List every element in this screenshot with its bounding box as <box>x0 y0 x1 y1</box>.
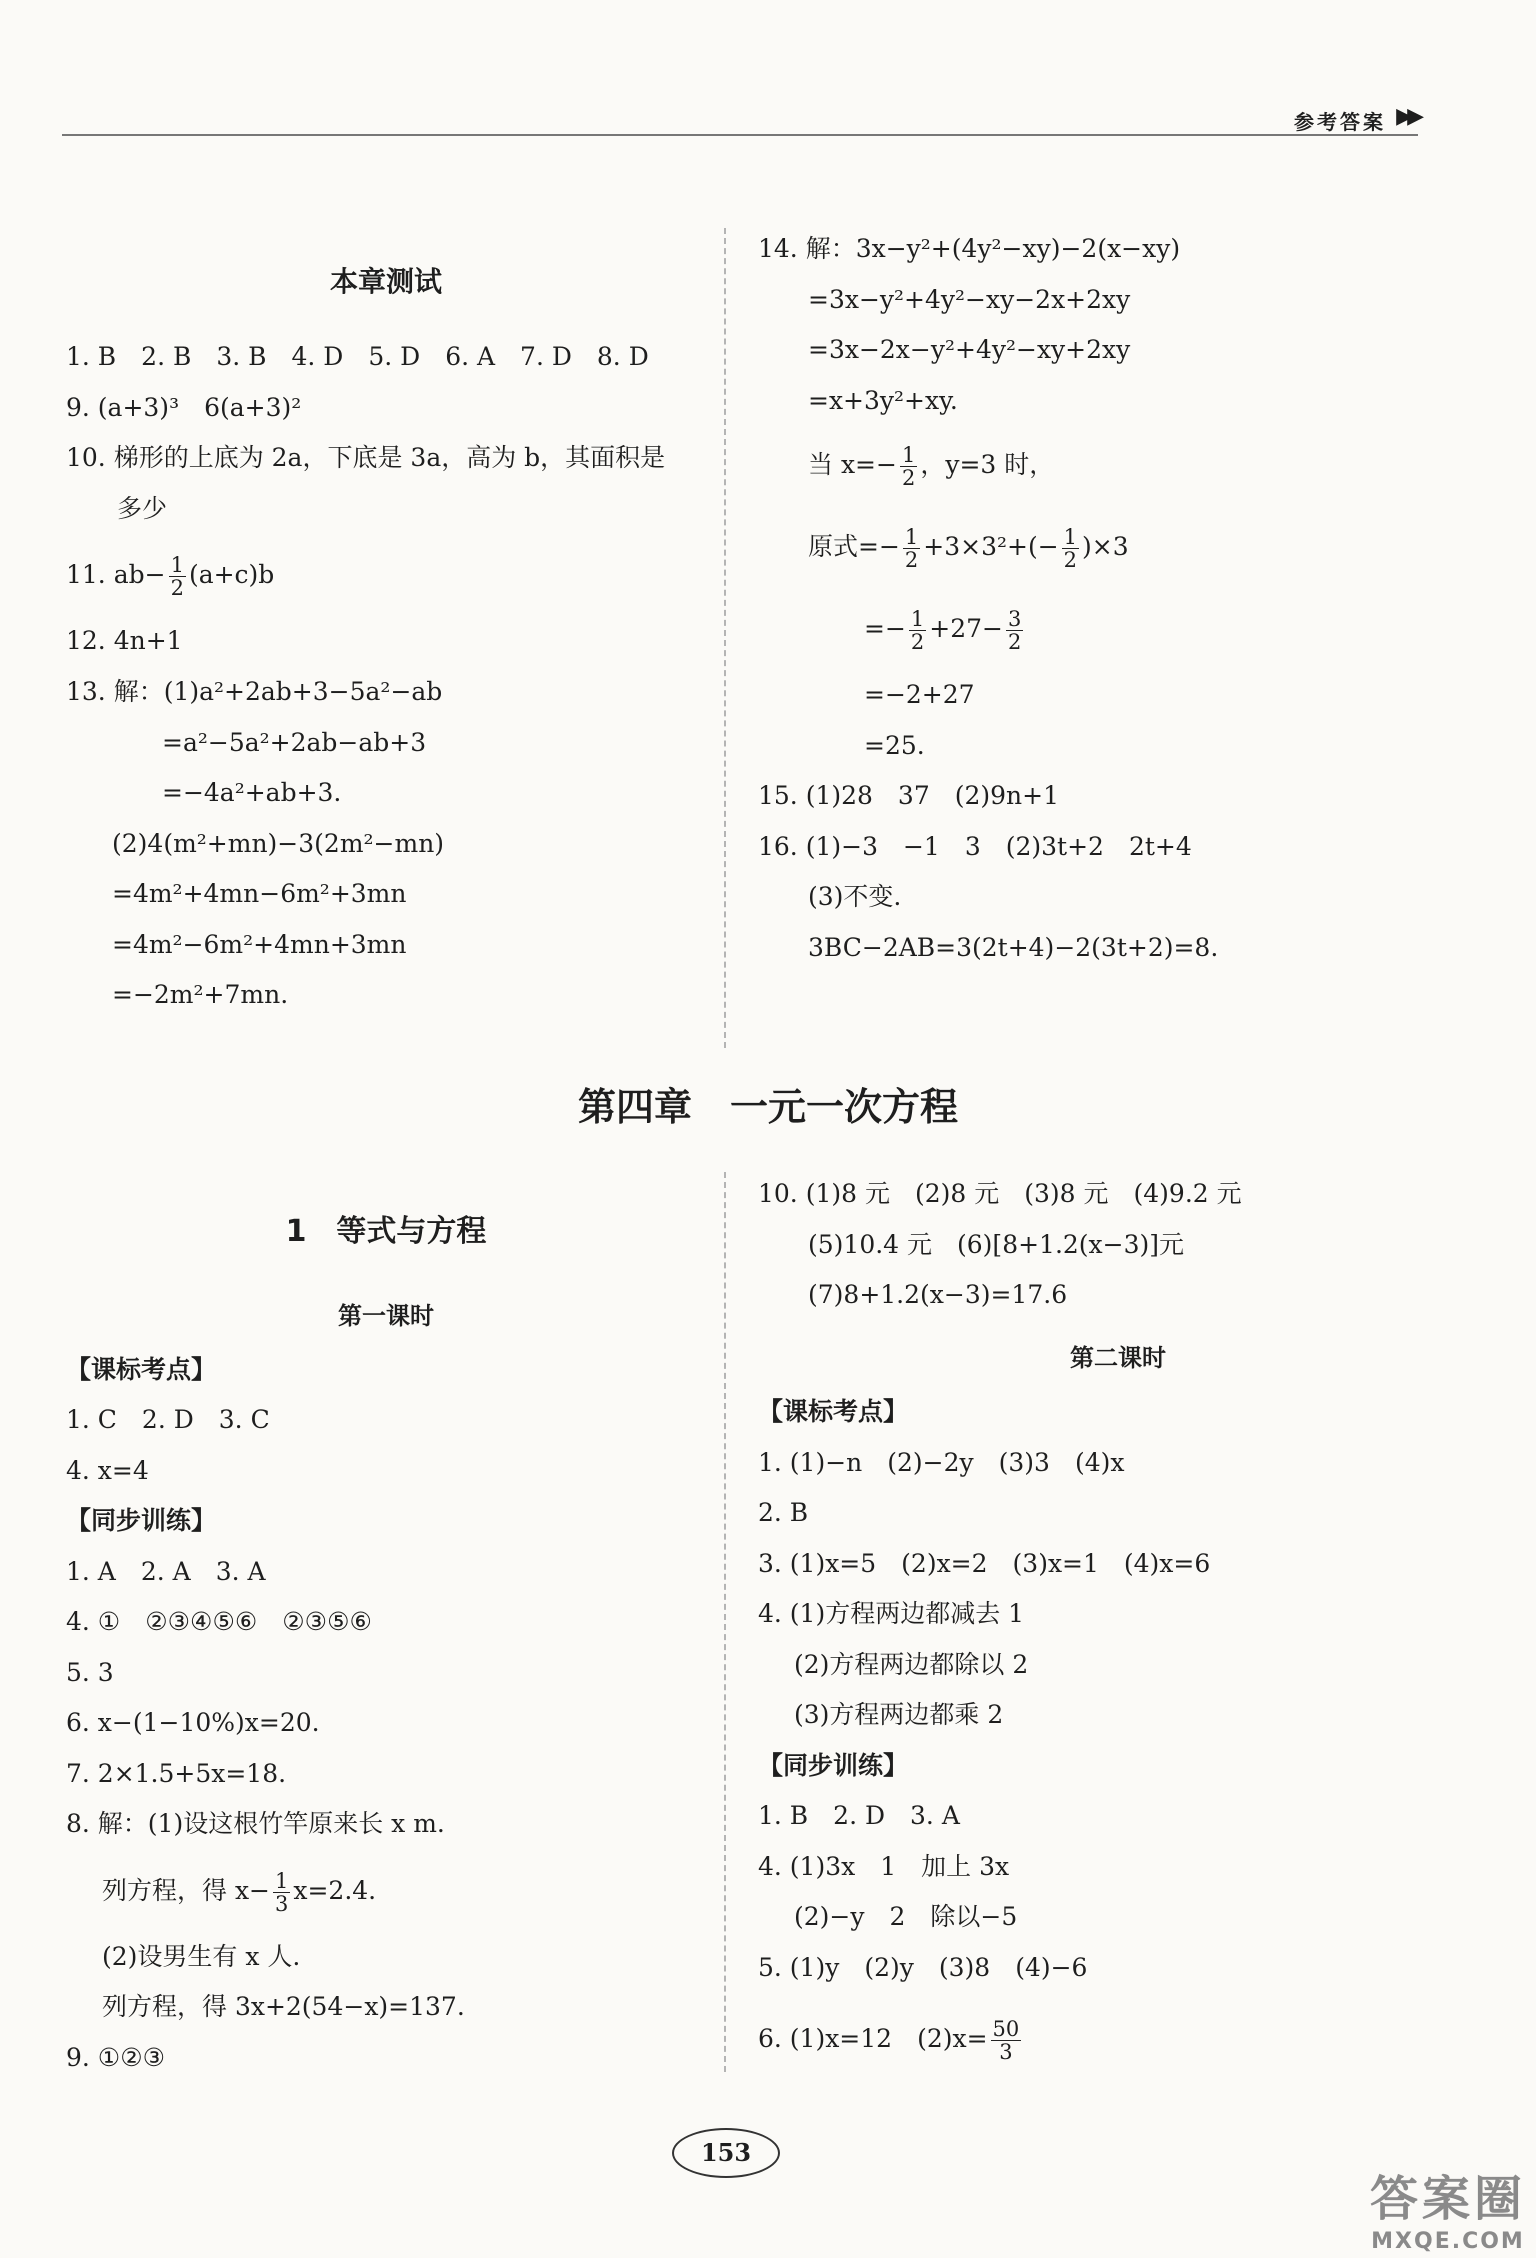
expr-text: =− <box>864 614 906 643</box>
numerator: 3 <box>1008 606 1022 631</box>
expr-text: ，y=3 时， <box>920 450 1055 479</box>
answer-line: 6. x−(1−10%)x=20. <box>66 1708 320 1737</box>
section-title: 1 等式与方程 <box>285 1214 487 1249</box>
header-arrows-icon: ▶▶ <box>1396 104 1418 129</box>
expr-text: +27− <box>929 614 1003 643</box>
answer-line-6 <box>758 2004 1024 2074</box>
answer-line: 1. A 2. A 3. A <box>66 1557 266 1586</box>
answer-line: 1. B 2. D 3. A <box>758 1801 960 1830</box>
answer-line: 1. B 2. B 3. B 4. D 5. D 6. A 7. D 8. D <box>66 342 649 371</box>
numerator: 1 <box>1063 524 1078 549</box>
bottom-right-column <box>758 0 1478 2100</box>
denominator: 3 <box>275 1892 289 1916</box>
denominator: 2 <box>1008 630 1022 654</box>
answer-line: 8. 解：(1)设这根竹竿原来长 x m. <box>66 1809 445 1838</box>
numerator: 1 <box>275 1868 289 1893</box>
column-divider-top <box>724 228 726 1048</box>
subheading: 【课标考点】 <box>66 1355 217 1384</box>
lesson-title: 第一课时 <box>338 1302 434 1330</box>
answer-line: 4. x=4 <box>66 1456 149 1485</box>
answer-line: =−4a²+ab+3. <box>162 778 342 807</box>
answer-line: =3x−y²+4y²−xy−2x+2xy <box>808 285 1131 314</box>
expr-text: (a+c)b <box>188 560 275 589</box>
answer-line: =3x−2x−y²+4y²−xy+2xy <box>808 335 1131 364</box>
answer-line-8-1 <box>102 1856 376 1926</box>
fraction <box>273 1870 290 1915</box>
answer-line: 1. (1)−n (2)−2y (3)3 (4)x <box>758 1448 1125 1477</box>
answer-line: 4. (1)方程两边都减去 1 <box>758 1599 1025 1628</box>
answer-line: 14. 解：3x−y²+(4y²−xy)−2(x−xy) <box>758 234 1181 263</box>
answer-line: (3)方程两边都乘 2 <box>794 1700 1004 1729</box>
expr-text: 11. ab− <box>66 560 166 589</box>
chapter-title: 第四章 一元一次方程 <box>577 1084 958 1129</box>
expr-text: )×3 <box>1082 532 1129 561</box>
answer-line: (7)8+1.2(x−3)=17.6 <box>808 1280 1068 1309</box>
header-label: 参考答案 <box>1294 110 1386 134</box>
subheading: 【课标考点】 <box>758 1397 909 1426</box>
answer-line: 15. (1)28 37 (2)9n+1 <box>758 781 1060 810</box>
denominator: 3 <box>991 2040 1022 2063</box>
denominator: 2 <box>904 548 919 572</box>
answer-line: (2)4(m²+mn)−3(2m²−mn) <box>112 829 445 858</box>
column-divider-bottom <box>724 1172 726 2072</box>
answer-line: 5. (1)y (2)y (3)8 (4)−6 <box>758 1953 1088 1982</box>
expr-text: 当 x=− <box>808 450 897 479</box>
answer-line: 3BC−2AB=3(2t+4)−2(3t+2)=8. <box>808 933 1219 962</box>
answer-line: 9. (a+3)³ 6(a+3)² <box>66 393 302 422</box>
answer-line: (2)方程两边都除以 2 <box>794 1650 1029 1679</box>
answer-line: 3. (1)x=5 (2)x=2 (3)x=1 (4)x=6 <box>758 1549 1211 1578</box>
expr-text: 原式=− <box>808 532 900 561</box>
watermark-logo <box>1370 2160 1526 2254</box>
watermark-text: 答案圈 <box>1369 2171 1526 2227</box>
answer-line: =a²−5a²+2ab−ab+3 <box>162 728 427 757</box>
answer-line: (2)−y 2 除以−5 <box>794 1902 1018 1931</box>
answer-line: 9. ①②③ <box>66 2043 166 2072</box>
answer-line: =x+3y²+xy. <box>808 386 958 415</box>
answer-line: (2)设男生有 x 人. <box>102 1942 301 1971</box>
denominator: 2 <box>910 630 925 654</box>
expr-text: 6. (1)x=12 (2)x= <box>758 2024 988 2053</box>
numerator: 1 <box>170 552 184 577</box>
subheading: 【同步训练】 <box>66 1506 217 1535</box>
answer-line: 12. 4n+1 <box>66 626 183 655</box>
numerator: 50 <box>992 2016 1020 2041</box>
lesson-title: 第二课时 <box>1070 1344 1166 1372</box>
answer-line: =−2+27 <box>864 680 975 709</box>
denominator: 2 <box>170 576 184 600</box>
expr-text: 列方程，得 x− <box>102 1876 270 1905</box>
answer-line: (3)不变. <box>808 882 902 911</box>
answer-line: (5)10.4 元 (6)[8+1.2(x−3)]元 <box>808 1230 1185 1259</box>
answer-line: 2. B <box>758 1498 809 1527</box>
answer-line: =4m²−6m²+4mn+3mn <box>112 930 407 959</box>
answer-line: =−2m²+7mn. <box>112 980 289 1009</box>
section-title-chapter-test: 本章测试 <box>329 265 442 298</box>
bottom-left-column <box>66 0 706 2100</box>
answer-line: 多少 <box>117 494 168 523</box>
answer-line: 列方程，得 3x+2(54−x)=137. <box>102 1992 465 2021</box>
denominator: 2 <box>901 466 916 490</box>
expr-text: +3×3²+(− <box>923 532 1059 561</box>
page-number: 153 <box>672 2128 780 2178</box>
answer-line: 7. 2×1.5+5x=18. <box>66 1759 287 1788</box>
answer-line: =25. <box>864 731 925 760</box>
answer-line: 4. (1)3x 1 加上 3x <box>758 1852 1010 1881</box>
answer-line: 5. 3 <box>66 1658 114 1687</box>
numerator: 1 <box>904 524 919 549</box>
answer-line: 1. C 2. D 3. C <box>66 1405 270 1434</box>
denominator: 2 <box>1063 548 1078 572</box>
numerator: 1 <box>901 442 916 467</box>
fraction <box>991 2018 1022 2063</box>
expr-text: x=2.4. <box>293 1876 377 1905</box>
answer-line: =4m²+4mn−6m²+3mn <box>112 879 407 908</box>
answer-line: 10. (1)8 元 (2)8 元 (3)8 元 (4)9.2 元 <box>758 1179 1242 1208</box>
answer-line: 16. (1)−3 −1 3 (2)3t+2 2t+4 <box>758 832 1192 861</box>
subheading: 【同步训练】 <box>758 1751 909 1780</box>
answer-line: 13. 解：(1)a²+2ab+3−5a²−ab <box>66 677 443 706</box>
answer-line: 10. 梯形的上底为 2a，下底是 3a，高为 b，其面积是 <box>66 443 666 472</box>
answer-line: 4. ① ②③④⑤⑥ ②③⑤⑥ <box>66 1607 372 1636</box>
numerator: 1 <box>910 606 925 631</box>
watermark-url: MXQE.COM <box>1371 2229 1525 2254</box>
